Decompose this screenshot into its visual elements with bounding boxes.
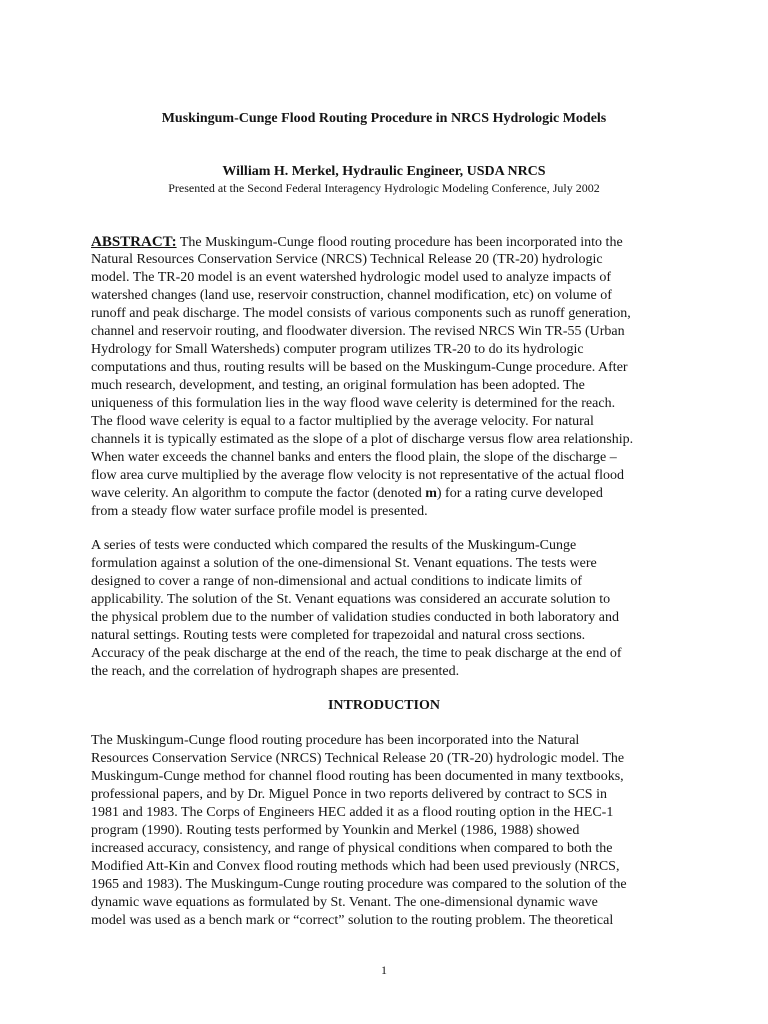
intro-line: Modified Att-Kin and Convex flood routing methods which had been used previously (NRCS, <box>91 859 620 874</box>
tests-line: the reach, and the correlation of hydrograph shapes are presented. <box>91 664 460 679</box>
intro-line: 1965 and 1983). The Muskingum-Cunge routing procedure was compared to the solution of the <box>91 877 627 892</box>
abstract-line-text: The Muskingum-Cunge flood routing procedure has been incorporated into the <box>176 235 623 250</box>
abstract-line: from a steady flow water surface profile model is presented. <box>91 504 428 519</box>
abstract-line: channel and reservoir routing, and floodwater diversion. The revised NRCS Win TR-55 (Urban <box>91 324 625 339</box>
presented-line: Presented at the Second Federal Interagency Hydrologic Modeling Conference, July 2002 <box>168 181 600 195</box>
intro-line: program (1990). Routing tests performed by Younkin and Merkel (1986, 1988) showed <box>91 823 580 838</box>
introduction-heading: INTRODUCTION <box>327 698 440 713</box>
tests-line: the physical problem due to the number of validation studies conducted in both laboratory and <box>91 610 619 625</box>
abstract-line <box>91 485 681 503</box>
introduction-paragraph <box>91 732 681 930</box>
intro-line: The Muskingum-Cunge flood routing procedure has been incorporated into the Natural <box>91 733 580 748</box>
page-number: 1 <box>381 963 387 977</box>
abstract-heading: ABSTRACT: <box>91 234 177 250</box>
paper-title: Muskingum-Cunge Flood Routing Procedure in NRCS Hydrologic Models <box>161 111 607 126</box>
intro-line: dynamic wave equations as formulated by St. Venant. The one-dimensional dynamic wave <box>91 895 598 910</box>
tests-line: applicability. The solution of the St. Venant equations was considered an accurate solution to <box>91 592 611 607</box>
abstract-line: uniqueness of this formulation lies in the way flood wave celerity is determined for the reach. <box>91 396 616 411</box>
intro-line: model was used as a bench mark or “correct” solution to the routing problem. The theoretical <box>91 913 614 928</box>
tests-line: Accuracy of the peak discharge at the end of the reach, the time to peak discharge at the end of <box>91 646 622 661</box>
intro-line: professional papers, and by Dr. Miguel Ponce in two reports delivered by contract to SCS in <box>91 787 607 802</box>
tests-line: natural settings. Routing tests were completed for trapezoidal and natural cross sections. <box>91 628 586 643</box>
abstract-line: channels it is typically estimated as the slope of a plot of discharge versus flow area relationship. <box>91 432 634 447</box>
abstract-line: watershed changes (land use, reservoir construction, channel modification, etc) on volume of <box>91 288 612 303</box>
abstract-line: Hydrology for Small Watersheds) computer program utilizes TR-20 to do its hydrologic <box>91 342 584 357</box>
abstract-line: much research, development, and testing, an original formulation has been adopted. The <box>91 378 585 393</box>
tests-paragraph <box>91 537 681 681</box>
tests-line: formulation against a solution of the one-dimensional St. Venant equations. The tests were <box>91 556 597 571</box>
author-line: William H. Merkel, Hydraulic Engineer, USDA NRCS <box>222 164 546 179</box>
abstract-line-text: ) for a rating curve developed <box>436 486 603 501</box>
factor-m-symbol: m <box>425 486 437 501</box>
tests-line: designed to cover a range of non-dimensional and actual conditions to indicate limits of <box>91 574 583 589</box>
intro-line: 1981 and 1983. The Corps of Engineers HEC added it as a flood routing option in the HEC-1 <box>91 805 614 820</box>
abstract-line: When water exceeds the channel banks and enters the flood plain, the slope of the discharge – <box>91 450 617 465</box>
abstract-line: computations and thus, routing results will be based on the Muskingum-Cunge procedure. After <box>91 360 628 375</box>
intro-line: Muskingum-Cunge method for channel flood routing has been documented in many textbooks, <box>91 769 624 784</box>
abstract-line-text: wave celerity. An algorithm to compute the factor (denoted <box>91 486 426 501</box>
intro-line: increased accuracy, consistency, and range of physical conditions when compared to both the <box>91 841 613 856</box>
abstract-line: flow area curve multiplied by the average flow velocity is not representative of the actual flood <box>91 468 624 483</box>
abstract-line: runoff and peak discharge. The model consists of various components such as runoff generation, <box>91 306 631 321</box>
abstract-line <box>91 233 681 251</box>
tests-line: A series of tests were conducted which compared the results of the Muskingum-Cunge <box>91 538 577 553</box>
intro-line: Resources Conservation Service (NRCS) Technical Release 20 (TR-20) hydrologic model. The <box>91 751 625 766</box>
abstract-line: The flood wave celerity is equal to a factor multiplied by the average velocity. For natural <box>91 414 594 429</box>
abstract-line: Natural Resources Conservation Service (NRCS) Technical Release 20 (TR-20) hydrologic <box>91 252 603 267</box>
abstract-paragraph <box>91 233 681 521</box>
abstract-line: model. The TR-20 model is an event watershed hydrologic model used to analyze impacts of <box>91 270 612 285</box>
